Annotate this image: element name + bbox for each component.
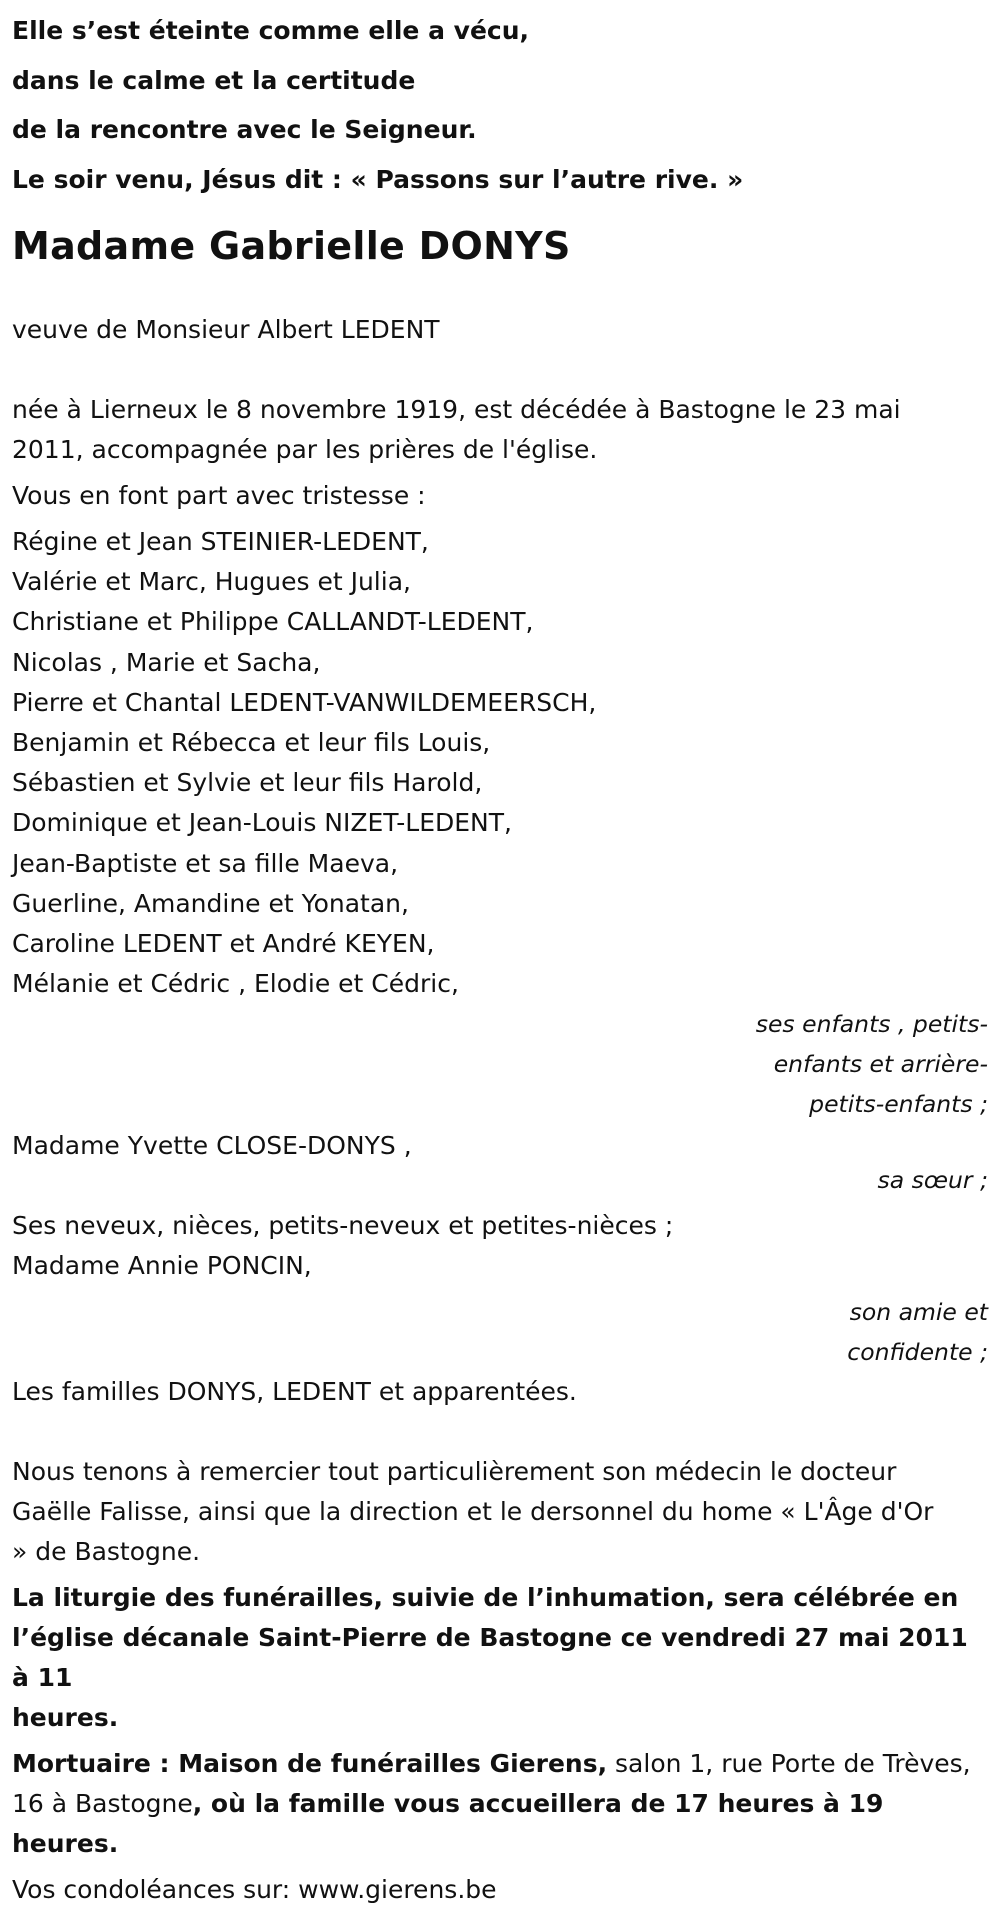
family-member: Benjamin et Rébecca et leur fils Louis,	[12, 728, 491, 758]
role-line: confidente ;	[847, 1338, 988, 1367]
friend-role	[12, 1292, 988, 1372]
mortuary-paragraph	[12, 1744, 988, 1864]
thanks-line: » de Bastogne.	[12, 1537, 201, 1567]
quote-line: Le soir venu, Jésus dit : « Passons sur l’autre rive. »	[12, 164, 744, 194]
nephews-line: Ses neveux, nièces, petits-neveux et petites-nièces ;	[12, 1211, 674, 1241]
visiting-hours: , où la famille vous accueillera de 17 heures à 19 heures.	[12, 1789, 884, 1859]
mortuary-line	[12, 1744, 988, 1784]
thanks-line: Gaëlle Falisse, ainsi que la direction et le dersonnel du home « L'Âge d'Or	[12, 1497, 934, 1527]
birth-line: née à Lierneux le 8 novembre 1919, est décédée à Bastogne le 23 mai	[12, 395, 901, 424]
thanks-line: Nous tenons à remercier tout particulièrement son médecin le docteur	[12, 1457, 897, 1487]
widow-line: veuve de Monsieur Albert LEDENT	[12, 315, 440, 344]
obituary-page	[0, 6, 1000, 1905]
families-line: Les familles DONYS, LEDENT et apparentées.	[12, 1377, 577, 1407]
family-member: Dominique et Jean-Louis NIZET-LEDENT,	[12, 808, 512, 838]
birth-line: 2011, accompagnée par les prières de l'église.	[12, 435, 598, 464]
friend-name: Madame Annie PONCIN,	[12, 1251, 312, 1281]
mortuary-address: salon 1, rue Porte de Trèves,	[607, 1749, 971, 1779]
quote-line: Elle s’est éteinte comme elle a vécu,	[12, 16, 530, 45]
liturgy-line: La liturgie des funérailles, suivie de l’inhumation, sera célébrée en	[12, 1583, 959, 1613]
role-line: petits-enfants ;	[809, 1090, 988, 1119]
birth-death-paragraph	[12, 390, 988, 470]
role-line: enfants et arrière-	[773, 1050, 988, 1079]
children-list	[12, 522, 988, 1004]
deceased-name: Madame Gabrielle DONYS	[12, 224, 571, 268]
family-member: Sébastien et Sylvie et leur fils Harold,	[12, 768, 483, 798]
role-line: ses enfants , petits-	[755, 1010, 988, 1039]
epitaph-quote	[12, 6, 988, 204]
children-role	[12, 1004, 988, 1124]
liturgy-paragraph	[12, 1578, 988, 1738]
condolences-line: Vos condoléances sur: www.gierens.be	[12, 1875, 497, 1905]
family-member: Valérie et Marc, Hugues et Julia,	[12, 567, 411, 597]
announcement-intro: Vous en font part avec tristesse :	[12, 481, 426, 510]
mortuary-line	[12, 1784, 988, 1864]
family-member: Régine et Jean STEINIER-LEDENT,	[12, 527, 429, 556]
family-member: Mélanie et Cédric , Elodie et Cédric,	[12, 969, 459, 999]
quote-line: dans le calme et la certitude	[12, 65, 416, 95]
family-member: Christiane et Philippe CALLANDT-LEDENT,	[12, 607, 534, 637]
liturgy-line: heures.	[12, 1703, 119, 1733]
sister-name: Madame Yvette CLOSE-DONYS ,	[12, 1131, 412, 1161]
quote-line: de la rencontre avec le Seigneur.	[12, 115, 477, 144]
family-member: Jean-Baptiste et sa fille Maeva,	[12, 848, 399, 878]
thanks-paragraph	[12, 1452, 988, 1572]
family-member: Nicolas , Marie et Sacha,	[12, 647, 321, 677]
liturgy-line: l’église décanale Saint-Pierre de Bastogne ce vendredi 27 mai 2011 à 11	[12, 1623, 968, 1693]
family-member: Pierre et Chantal LEDENT-VANWILDEMEERSCH,	[12, 687, 597, 717]
sister-role: sa sœur ;	[877, 1166, 988, 1195]
family-member: Guerline, Amandine et Yonatan,	[12, 888, 409, 918]
mortuary-city: 16 à Bastogne	[12, 1789, 193, 1819]
family-member: Caroline LEDENT et André KEYEN,	[12, 929, 435, 959]
mortuary-place: Mortuaire : Maison de funérailles Gierens,	[12, 1749, 608, 1779]
role-line: son amie et	[849, 1298, 988, 1327]
